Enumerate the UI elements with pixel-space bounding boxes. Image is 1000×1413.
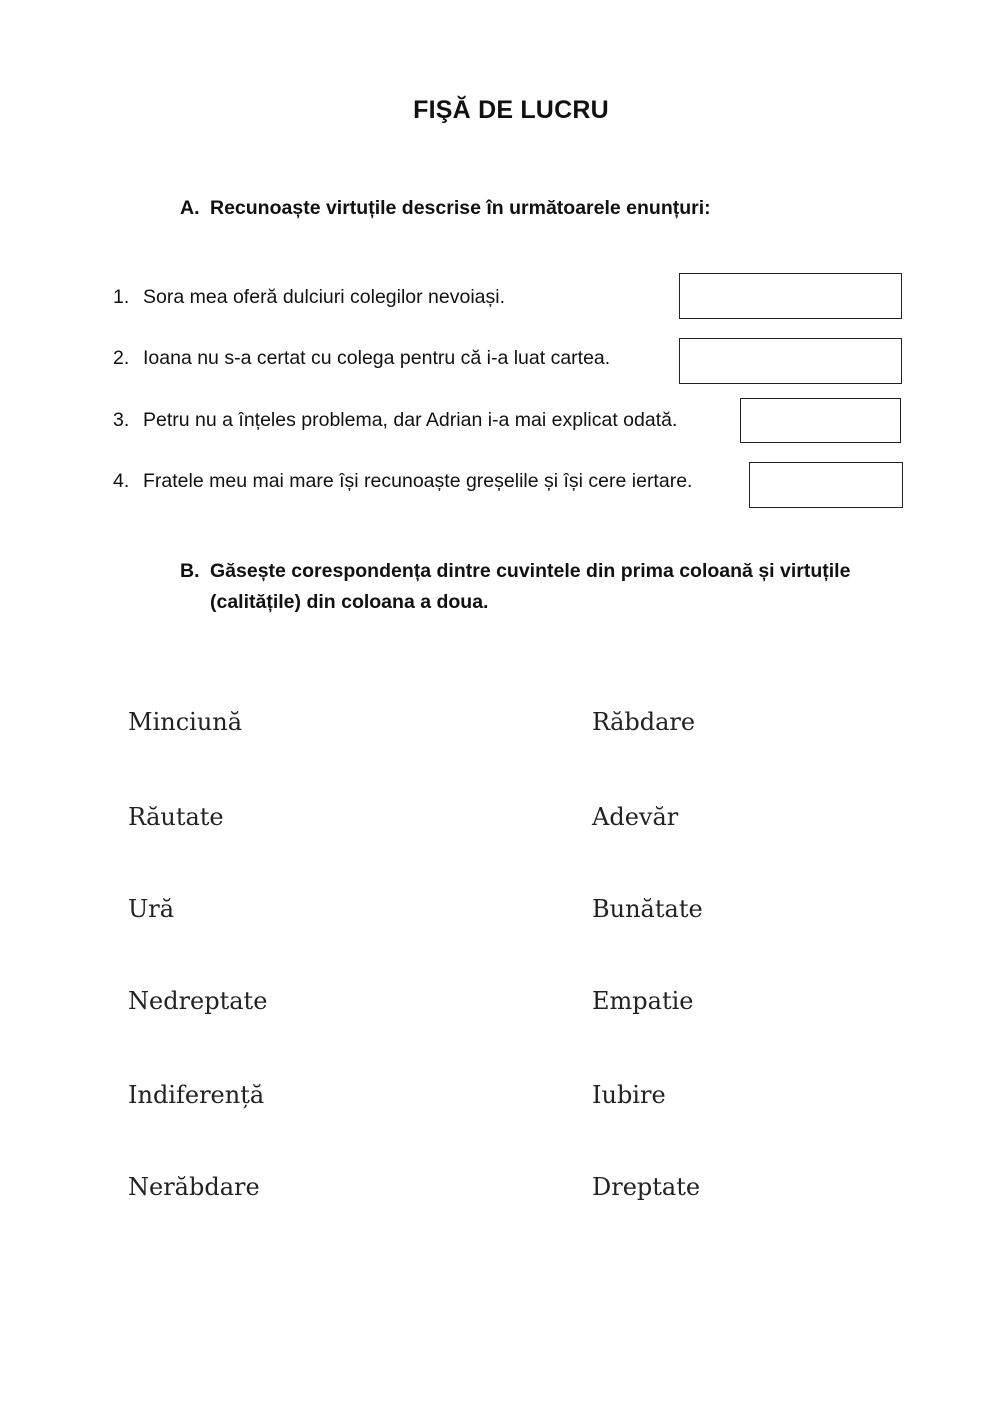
item-text: Petru nu a înțeles problema, dar Adrian i-a mai explicat odată. <box>143 409 678 431</box>
section-a-item-3 <box>113 408 677 432</box>
right-word[interactable]: Bunătate <box>592 895 703 923</box>
section-a-item-2 <box>113 346 610 370</box>
item-number: 4. <box>113 470 130 492</box>
page-title: FIŞĂ DE LUCRU <box>413 96 609 124</box>
item-text: Fratele meu mai mare își recunoaște greșelile și își cere iertare. <box>143 470 693 492</box>
answer-box-4[interactable] <box>749 462 903 508</box>
left-word[interactable]: Minciună <box>128 708 243 736</box>
left-word[interactable]: Nerăbdare <box>128 1173 260 1201</box>
section-a-heading-text: Recunoaște virtuțile descrise în următoarele enunțuri: <box>210 197 711 219</box>
answer-box-2[interactable] <box>679 338 902 384</box>
left-word[interactable]: Răutate <box>128 803 224 831</box>
left-word[interactable]: Nedreptate <box>128 987 268 1015</box>
section-a-item-4 <box>113 469 692 493</box>
item-text: Sora mea oferă dulciuri colegilor nevoiași. <box>143 286 506 308</box>
right-word[interactable]: Răbdare <box>592 708 696 736</box>
left-word[interactable]: Ură <box>128 895 175 923</box>
section-b-heading <box>180 556 900 618</box>
right-word[interactable]: Iubire <box>592 1081 666 1109</box>
section-a-letter: A. <box>180 197 200 219</box>
right-word[interactable]: Empatie <box>592 987 694 1015</box>
item-number: 2. <box>113 347 130 369</box>
section-a-heading <box>180 193 940 224</box>
right-word[interactable]: Dreptate <box>592 1173 701 1201</box>
item-number: 1. <box>113 286 130 308</box>
right-word[interactable]: Adevăr <box>592 803 679 831</box>
section-b-letter: B. <box>180 560 200 582</box>
answer-box-3[interactable] <box>740 398 901 443</box>
answer-box-1[interactable] <box>679 273 902 319</box>
left-word[interactable]: Indiferență <box>128 1081 265 1109</box>
section-a-item-1 <box>113 285 505 309</box>
item-number: 3. <box>113 409 130 431</box>
section-b-heading-text: Găsește corespondența dintre cuvintele din prima coloană și virtuțile (calitățile) din coloana a doua. <box>210 560 851 613</box>
item-text: Ioana nu s-a certat cu colega pentru că i-a luat cartea. <box>143 347 611 369</box>
